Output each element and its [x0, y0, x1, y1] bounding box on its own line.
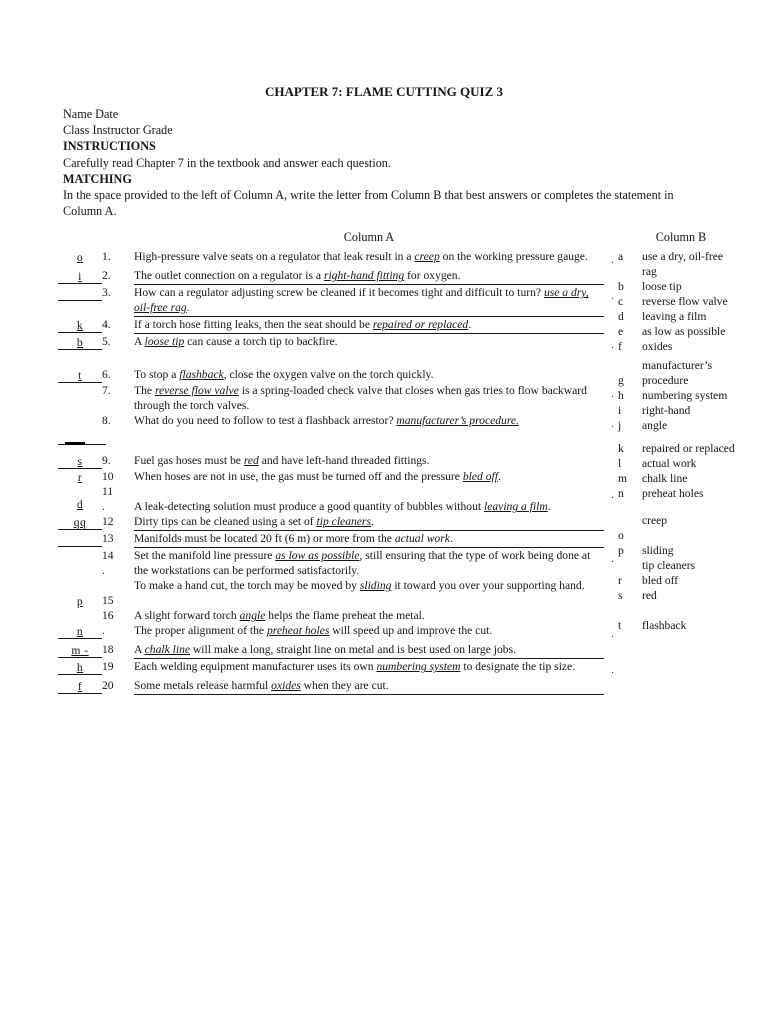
stray-dot: [604, 678, 614, 682]
columnb-item: [618, 249, 758, 279]
column-b-header: Column B: [655, 230, 707, 245]
columnb-letter: b: [618, 280, 624, 294]
question-text: [134, 678, 604, 695]
question-key-phrase: red: [243, 454, 259, 468]
question-number: [102, 514, 134, 529]
columnb-term: numbering system: [642, 389, 728, 403]
stray-dot: [604, 578, 614, 582]
answer-dash-row: [58, 432, 614, 453]
question-number: [102, 383, 134, 398]
question-number: [102, 608, 134, 623]
question-text: [134, 578, 604, 593]
quiz-row: [58, 659, 614, 678]
columnb-term: sliding: [642, 544, 674, 558]
columnb-item: [618, 441, 758, 456]
question-pre: To make a hand cut, the torch may be moved by: [134, 579, 360, 593]
columnb-item: [618, 471, 758, 486]
answer-letter: b: [76, 336, 84, 350]
quiz-row: [58, 334, 614, 353]
question-pre: A slight forward torch: [134, 609, 240, 623]
quiz-row: [58, 642, 614, 659]
stray-dot: .: [611, 628, 614, 641]
quiz-row: [58, 268, 614, 285]
question-pre: A: [134, 643, 145, 657]
class-instructor-grade-line: Class Instructor Grade: [63, 123, 173, 138]
stray-dot: .: [611, 664, 614, 677]
columnb-term: as low as possible: [642, 325, 726, 339]
columnb-letter: o: [618, 529, 624, 543]
answer-letter: o: [76, 251, 84, 265]
stray-dot: .: [611, 339, 614, 352]
columnb-term: oxides: [642, 340, 673, 354]
answer-letter: qq: [73, 516, 87, 530]
number-text: 15: [102, 594, 114, 608]
answer-letter: m -: [71, 644, 89, 658]
columnb-letter: f: [618, 340, 622, 354]
stray-dot: [604, 367, 614, 371]
question-pre: What do you need to follow to test a flashback arrestor?: [134, 414, 397, 428]
answer-blank: [58, 368, 102, 383]
stray-dot: [604, 453, 614, 457]
question-pre: Each welding equipment manufacturer uses its own: [134, 660, 377, 674]
quiz-row: [58, 249, 614, 268]
stray-dot: .: [611, 418, 614, 431]
columnb-item: [618, 418, 758, 433]
question-number: [102, 484, 134, 514]
question-pre: When hoses are not in use, the gas must be turned off and the pressure: [134, 470, 463, 484]
stray-dot: .: [611, 553, 614, 566]
question-post: and have left-hand threaded fittings.: [258, 454, 430, 468]
columnb-term: preheat holes: [642, 487, 704, 501]
answer-blank: [58, 335, 102, 350]
question-post: .: [547, 500, 551, 514]
question-post: when they are cut.: [300, 679, 389, 693]
question-key-phrase: tip cleaners: [316, 515, 371, 529]
question-number: [102, 548, 134, 578]
question-number: [102, 623, 134, 638]
question-pre: To stop a: [134, 368, 180, 382]
column-b: [618, 230, 758, 695]
quiz-row: [58, 623, 614, 642]
question-key-phrase: manufacturer’s procedure.: [396, 414, 519, 428]
quiz-row: [58, 678, 614, 695]
question-text: [134, 659, 604, 674]
stray-dot: [604, 317, 614, 321]
columnb-item: [618, 279, 758, 294]
number-text: 1.: [102, 250, 111, 264]
number-dot: .: [102, 500, 105, 514]
question-post: , close the oxygen valve on the torch quickly.: [223, 368, 434, 382]
answer-blank: [58, 414, 102, 428]
column-a: [58, 230, 614, 695]
question-pre: The proper alignment of the: [134, 624, 267, 638]
question-key-phrase: sliding: [359, 579, 392, 593]
question-post: , still ensuring that the type of work being done at the workstations can be performed satisfactorily.: [134, 549, 591, 578]
question-number: [102, 285, 134, 300]
question-pre: High-pressure valve seats on a regulator that leak result in a: [134, 250, 415, 264]
question-text: [134, 334, 604, 349]
quiz-row: [58, 469, 614, 484]
answer-letter: p: [76, 595, 84, 609]
question-pre: The outlet connection on a regulator is a: [134, 269, 324, 283]
columnb-item: [618, 324, 758, 339]
question-text: [134, 249, 604, 264]
answer-blank: [58, 643, 102, 658]
answer-blank: [58, 286, 102, 301]
question-post: will make a long, straight line on metal and is best used on large jobs.: [190, 643, 516, 657]
answer-blank: [58, 660, 102, 675]
question-key-phrase: angle: [239, 609, 266, 623]
question-text: [134, 469, 604, 484]
matching-quiz: [58, 230, 768, 695]
columnb-item: [618, 388, 758, 403]
question-pre: How can a regulator adjusting screw be cleaned if it becomes tight and difficult to turn?: [134, 286, 544, 300]
name-date-line: Name Date: [63, 107, 119, 121]
answer-blank: [58, 318, 102, 333]
number-text: 14: [102, 549, 114, 563]
number-text: 19: [102, 660, 114, 674]
columnb-term: angle: [642, 419, 668, 433]
instructions-heading: INSTRUCTIONS: [63, 139, 156, 154]
quiz-row: [58, 514, 614, 531]
question-number: [102, 249, 134, 264]
columnb-letter: h: [618, 389, 624, 403]
answer-blank: [58, 594, 102, 608]
columnb-term: bled off: [642, 574, 679, 588]
columnb-term: repaired or replaced: [642, 442, 735, 456]
columnb-item: [618, 309, 758, 324]
columnb-letter: e: [618, 325, 624, 339]
question-text: [134, 608, 604, 623]
question-pre: The: [134, 384, 155, 398]
question-text: [134, 317, 604, 334]
question-pre: If a torch hose fitting leaks, then the seat should be: [134, 318, 373, 332]
question-key-phrase: repaired or replaced: [372, 318, 469, 332]
question-number: [102, 678, 134, 693]
question-key-phrase: numbering system: [376, 660, 461, 674]
question-post: is a spring-loaded check valve that closes when gas tries to flow backward through the torch valves.: [134, 384, 587, 413]
question-key-phrase: use a dry, oil-free rag: [134, 286, 589, 315]
answer-blank: [58, 549, 102, 563]
number-text: .: [102, 624, 105, 638]
columnb-letter: c: [618, 295, 624, 309]
answer-letter: h: [76, 661, 84, 675]
answer-blank: [58, 624, 102, 639]
quiz-row: [58, 413, 614, 432]
answer-blank: [58, 515, 102, 530]
question-text: [134, 285, 604, 317]
number-text: 4.: [102, 318, 111, 332]
columnb-item: [618, 513, 758, 543]
columnb-letter: j: [618, 419, 622, 433]
question-number: [102, 642, 134, 657]
question-key-phrase: preheat holes: [266, 624, 330, 638]
question-pre: Set the manifold line pressure: [134, 549, 276, 563]
columnb-term: leaving a film: [642, 310, 707, 324]
question-post: .: [449, 532, 453, 546]
columnb-letter: d: [618, 310, 624, 324]
answer-blank: [58, 250, 102, 264]
quiz-row: [58, 317, 614, 334]
quiz-row: [58, 608, 614, 623]
columnb-item: [618, 403, 758, 418]
question-text: [134, 367, 604, 382]
columnb-item: [618, 573, 758, 588]
stray-dot: .: [611, 254, 614, 267]
columnb-term: actual work: [642, 457, 697, 471]
question-text: [134, 484, 604, 514]
quiz-row: [58, 578, 614, 608]
answer-blank: [58, 470, 102, 484]
columnb-term: right-hand: [642, 404, 691, 418]
stray-dot: .: [611, 489, 614, 502]
answer-letter: f: [77, 680, 83, 694]
page-title: CHAPTER 7: FLAME CUTTING QUIZ 3: [265, 84, 503, 99]
quiz-row: [58, 383, 614, 413]
quiz-row: [58, 367, 614, 383]
number-text: 10: [102, 470, 114, 484]
question-post: for oxygen.: [404, 269, 461, 283]
question-text: [134, 453, 604, 468]
number-text: 20: [102, 679, 114, 693]
question-number: [102, 367, 134, 382]
question-number: [102, 531, 134, 546]
question-post: can cause a torch tip to backfire.: [184, 335, 338, 349]
question-number: [102, 268, 134, 283]
question-text: [134, 548, 604, 578]
columnb-letter: m: [618, 472, 628, 486]
question-text: [134, 383, 604, 413]
question-pre: Some metals release harmful: [134, 679, 272, 693]
question-post: .: [186, 301, 190, 315]
question-key-phrase: actual work: [394, 532, 450, 546]
question-post: will speed up and improve the cut.: [329, 624, 493, 638]
question-text: [134, 268, 604, 285]
columnb-item: [618, 486, 758, 501]
number-text: 11: [102, 485, 114, 499]
quiz-row: [58, 484, 614, 514]
columnb-term: loose tip: [642, 280, 682, 294]
columnb-item: [618, 543, 758, 573]
answer-letter: r: [77, 471, 83, 485]
stray-dot: [604, 531, 614, 535]
columnb-term: reverse flow valve: [642, 295, 728, 309]
question-key-phrase: loose tip: [144, 335, 185, 349]
question-key-phrase: as low as possible: [275, 549, 360, 563]
intro-section: [63, 106, 708, 219]
answer-letter: d: [76, 498, 84, 512]
number-text: 6.: [102, 368, 111, 382]
answer-letter: t: [78, 369, 82, 383]
number-text: 12: [102, 515, 114, 529]
answer-letter: i: [78, 270, 82, 284]
column-a-header: Column A: [343, 230, 395, 245]
question-key-phrase: flashback: [179, 368, 224, 382]
number-text: 5.: [102, 335, 111, 349]
question-text: [134, 514, 604, 531]
question-post: .: [468, 318, 472, 332]
question-number: [102, 469, 134, 484]
question-pre: Dirty tips can be cleaned using a set of: [134, 515, 317, 529]
columnb-term: use a dry, oil-free rag: [642, 250, 724, 279]
columnb-preline: manufacturer’s: [642, 359, 712, 373]
stray-dot: [604, 642, 614, 646]
question-key-phrase: right-hand fitting: [323, 269, 405, 283]
answer-blank: [58, 269, 102, 284]
columnb-item: [618, 294, 758, 309]
columnb-term: chalk line: [642, 472, 688, 486]
question-key-phrase: chalk line: [144, 643, 191, 657]
question-post: helps the flame preheat the metal.: [265, 609, 425, 623]
quiz-row: [58, 453, 614, 469]
question-pre: Fuel gas hoses must be: [134, 454, 244, 468]
stray-dot: [604, 608, 614, 612]
question-text: [134, 531, 604, 548]
question-number: [102, 317, 134, 332]
columnb-letter: l: [618, 457, 622, 471]
question-number: [102, 453, 134, 468]
question-post: .: [370, 515, 374, 529]
question-key-phrase: bled off: [462, 470, 498, 484]
columnb-letter: p: [618, 544, 624, 558]
number-text: 2.: [102, 269, 111, 283]
answer-blank: [58, 609, 102, 623]
quiz-row: [58, 285, 614, 317]
answer-blank: [58, 454, 102, 469]
number-text: 16: [102, 609, 114, 623]
number-dot: .: [102, 564, 105, 578]
question-key-phrase: leaving a film: [484, 500, 548, 514]
question-key-phrase: reverse flow valve: [154, 384, 239, 398]
columnb-item: [618, 456, 758, 471]
answer-letter: k: [76, 319, 84, 333]
number-text: 3.: [102, 286, 111, 300]
columnb-preline: creep: [642, 514, 668, 528]
question-number: [102, 659, 134, 674]
columnb-letter: i: [618, 404, 622, 418]
answer-blank: [58, 497, 102, 511]
number-text: 7.: [102, 384, 111, 398]
question-text: [134, 623, 604, 638]
answer-blank: [58, 679, 102, 694]
number-text: 9.: [102, 454, 111, 468]
question-post: .: [497, 470, 501, 484]
quiz-row: [58, 548, 614, 578]
question-number: [102, 334, 134, 349]
answer-letter: n: [76, 625, 84, 639]
columnb-item: [618, 588, 758, 603]
question-pre: Manifolds must be located 20 ft (6 m) or more from the: [134, 532, 395, 546]
question-number: [102, 578, 134, 608]
stray-dot: .: [611, 290, 614, 303]
columnb-letter: n: [618, 487, 624, 501]
columnb-postline: tip cleaners: [642, 559, 696, 573]
number-text: 13: [102, 532, 114, 546]
columnb-item: [618, 339, 758, 354]
columnb-item: [618, 358, 758, 388]
answer-blank: [58, 384, 102, 398]
columnb-letter: k: [618, 442, 624, 456]
quiz-row: [58, 531, 614, 548]
matching-text: In the space provided to the left of Column A, write the letter from Column B that best answers or completes the statement in Column A.: [63, 188, 674, 219]
question-key-phrase: creep: [414, 250, 440, 264]
question-text: [134, 413, 604, 428]
columnb-letter: g: [618, 374, 624, 388]
question-post: on the working pressure gauge.: [439, 250, 588, 264]
answer-blank: [58, 532, 102, 547]
number-text: 18: [102, 643, 114, 657]
question-post: it toward you over your supporting hand.: [391, 579, 585, 593]
answer-letter: s: [77, 455, 83, 469]
columnb-letter: r: [618, 574, 622, 588]
stray-dot: .: [611, 388, 614, 401]
number-text: 8.: [102, 414, 111, 428]
question-pre: A: [134, 335, 145, 349]
stray-dot: [604, 469, 614, 473]
columnb-item: [618, 618, 758, 633]
columnb-term: flashback: [642, 619, 687, 633]
question-pre: A leak-detecting solution must produce a good quantity of bubbles without: [134, 500, 485, 514]
columnb-letter: t: [618, 619, 622, 633]
question-text: [134, 642, 604, 659]
question-number: [102, 413, 134, 428]
matching-heading: MATCHING: [63, 171, 132, 186]
question-key-phrase: oxides: [271, 679, 301, 693]
columnb-term: red: [642, 589, 657, 603]
columnb-letter: a: [618, 250, 624, 264]
instructions-text: Carefully read Chapter 7 in the textbook and answer each question.: [63, 155, 391, 170]
columnb-term: procedure: [642, 374, 689, 388]
stray-dot: [604, 268, 614, 272]
question-post: to designate the tip size.: [460, 660, 576, 674]
answer-dash-mark: [65, 442, 85, 444]
columnb-letter: s: [618, 589, 623, 603]
stray-dot: [604, 514, 614, 518]
